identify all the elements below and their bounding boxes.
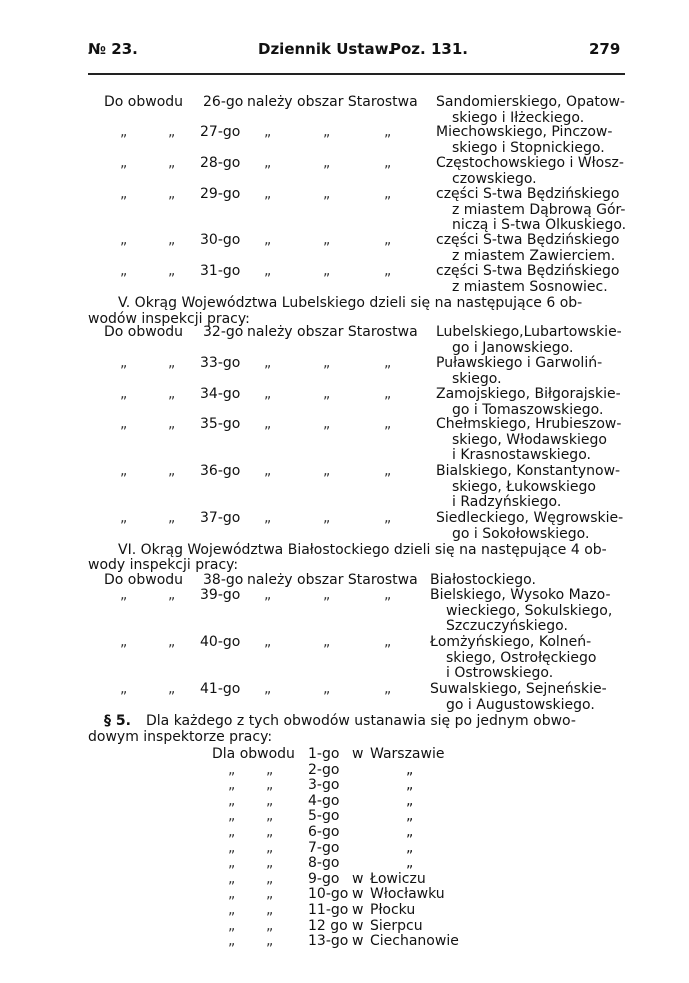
district-city: „ <box>406 839 414 856</box>
district-number: 10-go <box>308 886 349 903</box>
ditto-mark: „ <box>323 124 331 140</box>
district-area-line: i Radzyńskiego. <box>452 494 562 510</box>
ditto-mark: „ <box>266 933 274 950</box>
ditto-mark: „ <box>384 155 392 171</box>
district-number: 7-go <box>308 839 340 856</box>
ditto-mark: „ <box>120 386 128 402</box>
district-number: 31-go <box>200 263 241 279</box>
district-area-line: Suwalskiego, Sejneńskie- <box>430 681 607 697</box>
ditto-mark: „ <box>384 416 392 432</box>
ditto-mark: „ <box>323 681 331 697</box>
district-area-line: Łomżyńskiego, Kolneń- <box>430 634 592 650</box>
district-number: 3-go <box>308 777 340 794</box>
district-number: 9-go <box>308 870 340 887</box>
ditto-mark: „ <box>264 355 272 371</box>
ditto-mark: „ <box>228 917 236 934</box>
district-city: Łowiczu <box>370 870 426 887</box>
district-area-line: części S-twa Będzińskiego <box>436 186 620 202</box>
row-middle: należy obszar Starostwa <box>247 94 418 110</box>
district-number: 34-go <box>200 386 241 402</box>
district-number: 27-go <box>200 124 241 140</box>
ditto-mark: „ <box>120 124 128 140</box>
ditto-mark: „ <box>384 263 392 279</box>
ditto-mark: „ <box>228 839 236 856</box>
district-area-line: skiego. <box>452 370 502 387</box>
district-city: „ <box>406 824 414 840</box>
ditto-mark: „ <box>266 792 274 809</box>
paragraph-5-line2: dowym inspektorze pracy: <box>88 729 273 745</box>
district-number: 30-go <box>200 232 241 248</box>
district-area-line: Siedleckiego, Węgrowskie- <box>436 510 624 526</box>
district-number: 13-go <box>308 933 349 950</box>
district-area-line: skiego, Włodawskiego <box>452 431 607 448</box>
district-area-line: go i Tomaszowskiego. <box>452 401 604 418</box>
ditto-mark: „ <box>323 416 331 432</box>
ditto-mark: „ <box>323 587 331 603</box>
ditto-mark: „ <box>264 186 272 202</box>
district-area-line: Puławskiego i Garwoliń- <box>436 355 603 371</box>
district-city: Ciechanowie <box>370 933 459 950</box>
district-city: Płocku <box>370 902 416 918</box>
ditto-mark: „ <box>120 186 128 202</box>
ditto-mark: „ <box>384 510 392 526</box>
ditto-mark: „ <box>168 510 176 526</box>
district-area-line: go i Janowskiego. <box>452 339 574 356</box>
ditto-mark: „ <box>228 870 236 887</box>
ditto-mark: „ <box>266 855 274 872</box>
district-area-line: części S-twa Będzińskiego <box>436 232 620 248</box>
district-number: 40-go <box>200 634 241 650</box>
ditto-mark: „ <box>384 124 392 140</box>
issue-number: № 23. <box>88 40 138 58</box>
row-middle: należy obszar Starostwa <box>247 572 418 588</box>
district-area-line: Białostockiego. <box>430 572 536 588</box>
ditto-mark: „ <box>120 510 128 526</box>
district-area-line: Lubelskiego,Lubartowskie- <box>436 324 622 340</box>
ditto-mark: „ <box>266 886 274 903</box>
district-number: 32-go <box>203 324 244 340</box>
district-number: 2-go <box>308 761 340 778</box>
ditto-mark: „ <box>168 355 176 371</box>
preposition: w <box>352 746 364 762</box>
district-area-line: części S-twa Będzińskiego <box>436 263 620 279</box>
district-area-line: z miastem Zawierciem. <box>452 247 616 264</box>
district-number: 36-go <box>200 463 241 479</box>
district-area-line: go i Augustowskiego. <box>446 696 595 713</box>
ditto-mark: „ <box>168 186 176 202</box>
paragraph-5-line1: Dla każdego z tych obwodów ustanawia się po jednym obwo- <box>146 713 576 729</box>
district-number: 5-go <box>308 808 340 825</box>
ditto-mark: „ <box>228 855 236 872</box>
ditto-mark: „ <box>323 232 331 248</box>
district-number: 1-go <box>308 746 340 762</box>
row-lead: Do obwodu <box>104 324 184 340</box>
ditto-mark: „ <box>168 232 176 248</box>
district-area-line: Sandomierskiego, Opatow- <box>436 94 625 110</box>
ditto-mark: „ <box>323 386 331 402</box>
district-area-line: skiego i Iłżeckiego. <box>452 109 585 126</box>
ditto-mark: „ <box>120 263 128 279</box>
paragraph-v-line2: wodów inspekcji pracy: <box>88 311 250 327</box>
ditto-mark: „ <box>120 355 128 371</box>
ditto-mark: „ <box>384 386 392 402</box>
district-city: Warszawie <box>370 746 445 762</box>
paragraph-vi-line2: wody inspekcji pracy: <box>88 557 239 573</box>
ditto-mark: „ <box>266 824 274 840</box>
ditto-mark: „ <box>264 510 272 526</box>
ditto-mark: „ <box>120 463 128 479</box>
district-number: 28-go <box>200 155 241 171</box>
district-city: „ <box>406 792 414 809</box>
ditto-mark: „ <box>264 463 272 479</box>
journal-title: Dziennik Ustaw. <box>258 40 394 58</box>
district-area-line: go i Sokołowskiego. <box>452 525 590 542</box>
ditto-mark: „ <box>228 808 236 825</box>
paragraph-v-line1: V. Okrąg Województwa Lubelskiego dzieli się na następujące 6 ob- <box>118 295 583 311</box>
district-area-line: wieckiego, Sokulskiego, <box>446 602 613 619</box>
ditto-mark: „ <box>266 808 274 825</box>
page-number: 279 <box>589 40 621 58</box>
ditto-mark: „ <box>228 933 236 950</box>
district-area-line: Szczuczyńskiego. <box>446 618 568 634</box>
ditto-mark: „ <box>384 232 392 248</box>
ditto-mark: „ <box>168 416 176 432</box>
ditto-mark: „ <box>228 761 236 778</box>
ditto-mark: „ <box>168 124 176 140</box>
ditto-mark: „ <box>120 155 128 171</box>
ditto-mark: „ <box>323 634 331 650</box>
row-middle: należy obszar Starostwa <box>247 324 418 340</box>
ditto-mark: „ <box>384 587 392 603</box>
district-number: 26-go <box>203 94 244 110</box>
district-city: „ <box>406 855 414 872</box>
ditto-mark: „ <box>323 463 331 479</box>
district-number: 6-go <box>308 824 340 840</box>
ditto-mark: „ <box>266 839 274 856</box>
district-area-line: czowskiego. <box>452 170 537 187</box>
preposition: w <box>352 902 364 918</box>
ditto-mark: „ <box>323 355 331 371</box>
district-area-line: Bialskiego, Konstantynow- <box>436 463 621 479</box>
district-number: 8-go <box>308 855 340 872</box>
header-rule <box>88 73 625 75</box>
ditto-mark: „ <box>384 186 392 202</box>
ditto-mark: „ <box>264 386 272 402</box>
ditto-mark: „ <box>266 870 274 887</box>
position-number: Poz. 131. <box>390 40 468 58</box>
ditto-mark: „ <box>264 155 272 171</box>
ditto-mark: „ <box>264 681 272 697</box>
ditto-mark: „ <box>264 232 272 248</box>
district-list-lead: Dla obwodu <box>212 746 295 762</box>
ditto-mark: „ <box>266 761 274 778</box>
ditto-mark: „ <box>120 416 128 432</box>
ditto-mark: „ <box>120 681 128 697</box>
paragraph-vi-line1: VI. Okrąg Województwa Białostockiego dzieli się na następujące 4 ob- <box>118 542 607 558</box>
row-lead: Do obwodu <box>104 94 184 110</box>
preposition: w <box>352 933 364 950</box>
ditto-mark: „ <box>168 634 176 650</box>
ditto-mark: „ <box>264 124 272 140</box>
ditto-mark: „ <box>323 186 331 202</box>
ditto-mark: „ <box>384 681 392 697</box>
district-area-line: z miastem Sosnowiec. <box>452 278 608 295</box>
district-area-line: i Ostrowskiego. <box>446 665 554 681</box>
district-number: 33-go <box>200 355 241 371</box>
district-number: 11-go <box>308 902 349 918</box>
ditto-mark: „ <box>120 634 128 650</box>
district-city: „ <box>406 761 414 778</box>
district-area-line: Częstochowskiego i Włosz- <box>436 155 624 171</box>
ditto-mark: „ <box>384 634 392 650</box>
ditto-mark: „ <box>323 155 331 171</box>
row-lead: Do obwodu <box>104 572 184 588</box>
district-area-line: niczą i S-twa Olkuskiego. <box>452 217 627 233</box>
ditto-mark: „ <box>228 886 236 903</box>
district-number: 12 go <box>308 917 348 934</box>
ditto-mark: „ <box>168 155 176 171</box>
ditto-mark: „ <box>323 263 331 279</box>
district-number: 38-go <box>203 572 244 588</box>
ditto-mark: „ <box>264 587 272 603</box>
ditto-mark: „ <box>228 824 236 840</box>
district-city: Włocławku <box>370 886 445 903</box>
paragraph-5-label: § 5. <box>104 713 131 729</box>
district-area-line: Zamojskiego, Biłgorajskie- <box>436 386 621 402</box>
district-city: Sierpcu <box>370 917 423 934</box>
ditto-mark: „ <box>264 263 272 279</box>
district-number: 37-go <box>200 510 241 526</box>
district-number: 4-go <box>308 792 340 809</box>
district-area-line: z miastem Dąbrową Gór- <box>452 201 626 218</box>
district-number: 29-go <box>200 186 241 202</box>
district-number: 39-go <box>200 587 241 603</box>
ditto-mark: „ <box>120 232 128 248</box>
ditto-mark: „ <box>384 463 392 479</box>
ditto-mark: „ <box>228 792 236 809</box>
preposition: w <box>352 886 364 903</box>
ditto-mark: „ <box>168 681 176 697</box>
preposition: w <box>352 917 364 934</box>
district-area-line: Chełmskiego, Hrubieszow- <box>436 416 622 432</box>
district-area-line: Bielskiego, Wysoko Mazo- <box>430 587 611 603</box>
ditto-mark: „ <box>384 355 392 371</box>
district-area-line: skiego, Łukowskiego <box>452 478 596 495</box>
district-number: 41-go <box>200 681 241 697</box>
preposition: w <box>352 870 364 887</box>
ditto-mark: „ <box>266 917 274 934</box>
district-city: „ <box>406 777 414 794</box>
district-area-line: skiego i Stopnickiego. <box>452 139 605 156</box>
district-area-line: i Krasnostawskiego. <box>452 447 591 463</box>
ditto-mark: „ <box>168 263 176 279</box>
ditto-mark: „ <box>168 386 176 402</box>
ditto-mark: „ <box>168 587 176 603</box>
ditto-mark: „ <box>264 634 272 650</box>
ditto-mark: „ <box>266 777 274 794</box>
ditto-mark: „ <box>323 510 331 526</box>
ditto-mark: „ <box>266 902 274 918</box>
district-city: „ <box>406 808 414 825</box>
ditto-mark: „ <box>168 463 176 479</box>
district-area-line: Miechowskiego, Pinczow- <box>436 124 613 140</box>
ditto-mark: „ <box>120 587 128 603</box>
district-number: 35-go <box>200 416 241 432</box>
ditto-mark: „ <box>228 777 236 794</box>
district-area-line: skiego, Ostrołęckiego <box>446 649 597 666</box>
ditto-mark: „ <box>228 902 236 918</box>
ditto-mark: „ <box>264 416 272 432</box>
